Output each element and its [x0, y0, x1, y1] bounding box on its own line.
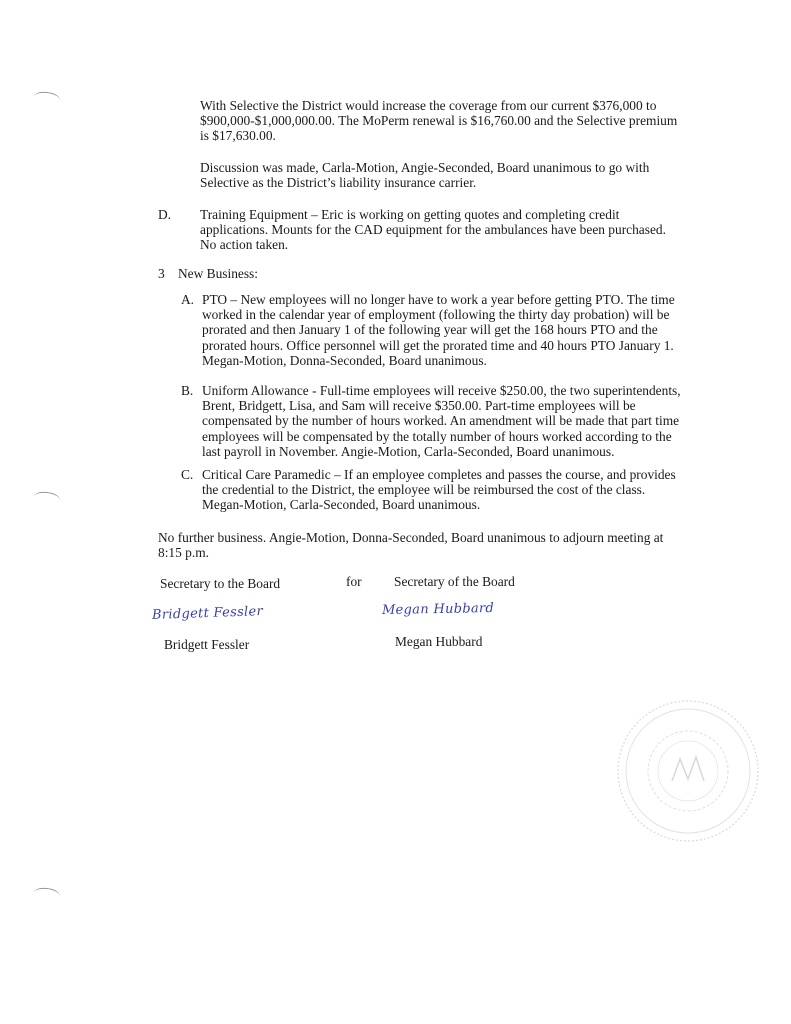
item-b-label: B.: [181, 383, 194, 398]
left-handwritten-signature: Bridgett Fessler: [151, 604, 264, 623]
section-3-number: 3: [158, 266, 165, 281]
discussion-paragraph: Discussion was made, Carla-Motion, Angie-Seconded, Board unanimous to go with Selective as the District’s liability insurance carrier.: [200, 160, 650, 191]
for-label: for: [346, 574, 362, 589]
coverage-paragraph: With Selective the District would increase the coverage from our current $376,000 to $900,000-$1,000,000.00. The MoPerm renewal is $16,760.00 and the Selective premium is $17,630.00.: [200, 98, 678, 144]
left-signatory-name: Bridgett Fessler: [164, 637, 250, 652]
item-a-text: PTO – New employees will no longer have to work a year before getting PTO. The time worked in the calendar year of employment (following the thirty day probation) will be prorated and then January 1 of the following year will get the 168 hours PTO and the prorated hours. Office personnel will get the prorated time and 40 hours PTO January 1. Megan-Motion, Donna-Seconded, Board unanimous.: [202, 292, 675, 368]
right-signatory-name: Megan Hubbard: [395, 634, 483, 649]
item-a-label: A.: [181, 292, 195, 307]
punch-hole-mark: [33, 490, 61, 506]
right-signatory-title: Secretary of the Board: [394, 574, 515, 589]
embossed-seal-icon: [614, 697, 762, 845]
item-d-text: Training Equipment – Eric is working on getting quotes and completing credit applications. Mounts for the CAD equipment for the ambulances have been purchased. No action taken.: [200, 207, 666, 253]
punch-hole-mark: [33, 886, 61, 902]
item-c-label: C.: [181, 467, 194, 482]
item-d-label: D.: [158, 207, 172, 222]
punch-hole-mark: [33, 90, 61, 106]
left-signatory-title: Secretary to the Board: [160, 576, 281, 591]
item-b-text: Uniform Allowance - Full-time employees will receive $250.00, the two superintendents, Brent, Bridgett, Lisa, and Sam will receive $350.00. Part-time employees will be compensated by the number of hours worked. An amendment will be made that part time employees will be compensated by the totally number of hours worked according to the last payroll in November. Angie-Motion, Carla-Seconded, Board unanimous.: [202, 383, 681, 459]
item-c-text: Critical Care Paramedic – If an employee completes and passes the course, and provides the credential to the District, the employee will be reimbursed the cost of the class. Megan-Motion, Carla-Seconded, Board unanimous.: [202, 467, 676, 513]
right-handwritten-signature: Megan Hubbard: [381, 601, 495, 618]
closing-paragraph: No further business. Angie-Motion, Donna-Seconded, Board unanimous to adjourn meeting at 8:15 p.m.: [158, 530, 664, 561]
section-3-heading: New Business:: [178, 266, 258, 281]
